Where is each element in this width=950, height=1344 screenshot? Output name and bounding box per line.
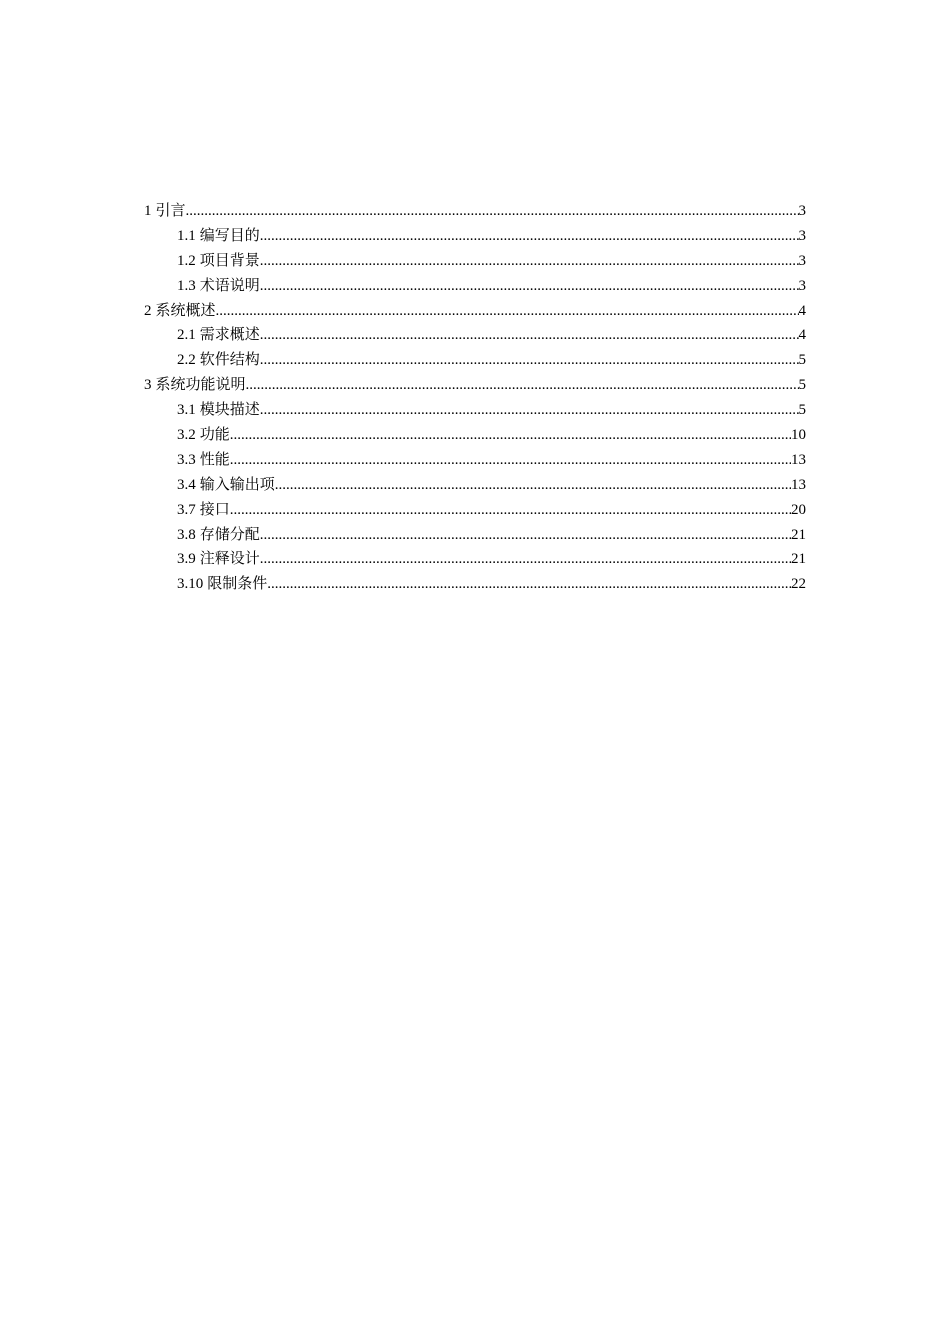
- toc-dot-leader: [246, 373, 799, 398]
- toc-entry-number: 1.3: [177, 277, 196, 294]
- toc-dot-leader: [260, 523, 791, 548]
- toc-page-number: 21: [791, 551, 806, 568]
- toc-entry-title: 模块描述: [199, 402, 260, 419]
- toc-entry-3-2[interactable]: [144, 423, 806, 448]
- toc-dot-leader: [267, 572, 791, 597]
- toc-page-number: 13: [791, 476, 806, 493]
- toc-entry-number: 1.2: [177, 252, 196, 269]
- toc-entry-number: 3.10: [177, 576, 204, 593]
- toc-entry-title: 系统功能说明: [155, 377, 246, 394]
- toc-entry-text: [177, 473, 275, 498]
- toc-dot-leader: [260, 348, 799, 373]
- toc-entry-title: 项目背景: [199, 252, 260, 269]
- toc-entry-number: 3.2: [177, 427, 196, 444]
- toc-dot-leader: [216, 299, 799, 324]
- toc-dot-leader: [260, 547, 791, 572]
- toc-entry-title: 限制条件: [207, 576, 268, 593]
- toc-entry-number: 2.2: [177, 352, 196, 369]
- toc-entry-title: 编写目的: [199, 227, 260, 244]
- toc-entry-3-9[interactable]: [144, 547, 806, 572]
- toc-dot-leader: [230, 423, 791, 448]
- toc-entry-number: 3.7: [177, 501, 196, 518]
- toc-entry-2-1[interactable]: [144, 323, 806, 348]
- toc-entry-title: 功能: [199, 427, 230, 444]
- toc-entry-number: 3.4: [177, 476, 196, 493]
- toc-entry-text: [177, 572, 267, 597]
- toc-dot-leader: [230, 498, 791, 523]
- toc-entry-text: [144, 299, 216, 324]
- toc-dot-leader: [260, 274, 799, 299]
- toc-entry-1-2[interactable]: [144, 249, 806, 274]
- toc-entry-1[interactable]: [144, 199, 806, 224]
- toc-entry-title: 软件结构: [199, 352, 260, 369]
- toc-page-number: 5: [798, 402, 806, 419]
- toc-entry-title: 性能: [199, 451, 230, 468]
- toc-entry-title: 系统概述: [155, 302, 216, 319]
- toc-page-number: 5: [798, 377, 806, 394]
- toc-page-number: 3: [798, 277, 806, 294]
- toc-entry-text: [144, 199, 186, 224]
- toc-entry-title: 输入输出项: [199, 476, 275, 493]
- toc-entry-2-2[interactable]: [144, 348, 806, 373]
- toc-entry-3-4[interactable]: [144, 473, 806, 498]
- toc-entry-number: 3.8: [177, 526, 196, 543]
- toc-entry-text: [144, 373, 246, 398]
- toc-page-number: 3: [798, 203, 806, 219]
- toc-page-number: 4: [798, 302, 806, 319]
- toc-page-number: 5: [798, 352, 806, 369]
- toc-page-number: 3: [798, 252, 806, 269]
- toc-page-number: 10: [791, 427, 806, 444]
- toc-entry-3[interactable]: [144, 373, 806, 398]
- toc-page-number: 20: [791, 501, 806, 518]
- toc-entry-title: 术语说明: [199, 277, 260, 294]
- toc-entry-3-3[interactable]: [144, 448, 806, 473]
- toc-entry-number: 3.9: [177, 551, 196, 568]
- toc-entry-number: 2: [144, 302, 152, 319]
- toc-entry-3-1[interactable]: [144, 398, 806, 423]
- toc-entry-text: [177, 249, 260, 274]
- toc-page-number: 3: [798, 227, 806, 244]
- toc-entry-number: 3.3: [177, 451, 196, 468]
- toc-dot-leader: [230, 448, 791, 473]
- toc-entry-number: 3: [144, 377, 152, 394]
- toc-entry-text: [177, 224, 260, 249]
- toc-entry-1-1[interactable]: [144, 224, 806, 249]
- toc-entry-text: [177, 323, 260, 348]
- table-of-contents: [144, 199, 806, 597]
- toc-entry-number: 2.1: [177, 327, 196, 344]
- toc-dot-leader: [260, 224, 799, 249]
- toc-dot-leader: [260, 398, 799, 423]
- toc-entry-title: 接口: [199, 501, 230, 518]
- toc-dot-leader: [275, 473, 791, 498]
- toc-entry-number: 3.1: [177, 402, 196, 419]
- toc-entry-text: [177, 398, 260, 423]
- toc-page-number: 13: [791, 451, 806, 468]
- toc-entry-3-8[interactable]: [144, 523, 806, 548]
- toc-entry-text: [177, 348, 260, 373]
- toc-entry-text: [177, 498, 230, 523]
- toc-entry-title: 引言: [155, 203, 186, 219]
- toc-entry-3-7[interactable]: [144, 498, 806, 523]
- toc-entry-text: [177, 523, 260, 548]
- toc-entry-number: 1: [144, 203, 152, 219]
- toc-dot-leader: [260, 249, 799, 274]
- toc-entry-2[interactable]: [144, 299, 806, 324]
- toc-entry-title: 存储分配: [199, 526, 260, 543]
- toc-entry-title: 需求概述: [199, 327, 260, 344]
- toc-dot-leader: [260, 323, 799, 348]
- toc-entry-text: [177, 547, 260, 572]
- toc-entry-text: [177, 423, 230, 448]
- toc-entry-text: [177, 448, 230, 473]
- toc-entry-3-10[interactable]: [144, 572, 806, 597]
- toc-page-number: 21: [791, 526, 806, 543]
- toc-page-number: 22: [791, 576, 806, 593]
- toc-entry-title: 注释设计: [199, 551, 260, 568]
- toc-entry-text: [177, 274, 260, 299]
- toc-page-number: 4: [798, 327, 806, 344]
- toc-entry-1-3[interactable]: [144, 274, 806, 299]
- toc-dot-leader: [186, 199, 799, 224]
- toc-entry-number: 1.1: [177, 227, 196, 244]
